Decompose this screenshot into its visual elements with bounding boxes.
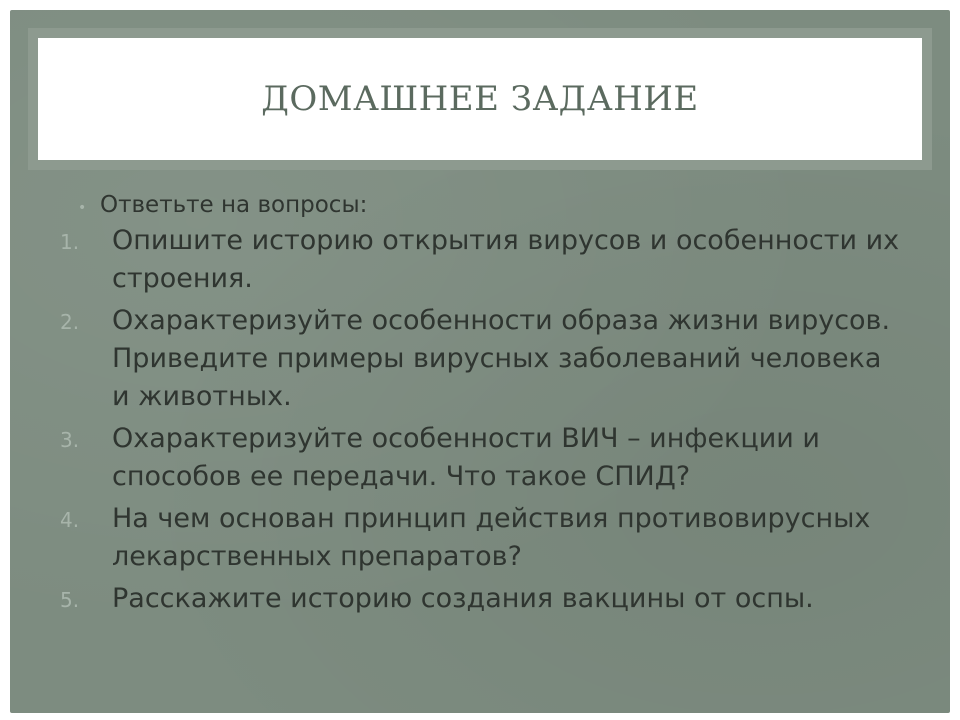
question-list bbox=[60, 222, 930, 618]
slide bbox=[10, 10, 950, 713]
question-number: 2. bbox=[60, 310, 80, 334]
question-item bbox=[60, 420, 930, 496]
bullet-icon: • bbox=[78, 200, 87, 216]
question-text: Расскажите историю создания вакцины от оспы. bbox=[112, 583, 814, 614]
question-item bbox=[60, 302, 930, 416]
title-box bbox=[38, 38, 922, 160]
slide-content bbox=[60, 192, 930, 622]
question-item bbox=[60, 222, 930, 298]
intro-line bbox=[78, 192, 930, 218]
question-text: Охарактеризуйте особенности ВИЧ – инфекции и способов ее передачи. Что такое СПИД? bbox=[112, 423, 820, 492]
question-text: На чем основан принцип действия противовирусных лекарственных препаратов? bbox=[112, 503, 871, 572]
question-text: Опишите историю открытия вирусов и особенности их строения. bbox=[112, 225, 900, 294]
slide-title: ДОМАШНЕЕ ЗАДАНИЕ bbox=[261, 79, 699, 119]
question-number: 4. bbox=[60, 508, 80, 532]
question-item bbox=[60, 580, 930, 618]
question-number: 3. bbox=[60, 428, 80, 452]
intro-text: Ответьте на вопросы: bbox=[100, 192, 368, 218]
question-item bbox=[60, 500, 930, 576]
question-number: 5. bbox=[60, 588, 80, 612]
question-number: 1. bbox=[60, 230, 80, 254]
question-text: Охарактеризуйте особенности образа жизни вирусов. Приведите примеры вирусных заболеваний человека и животных. bbox=[112, 305, 891, 412]
